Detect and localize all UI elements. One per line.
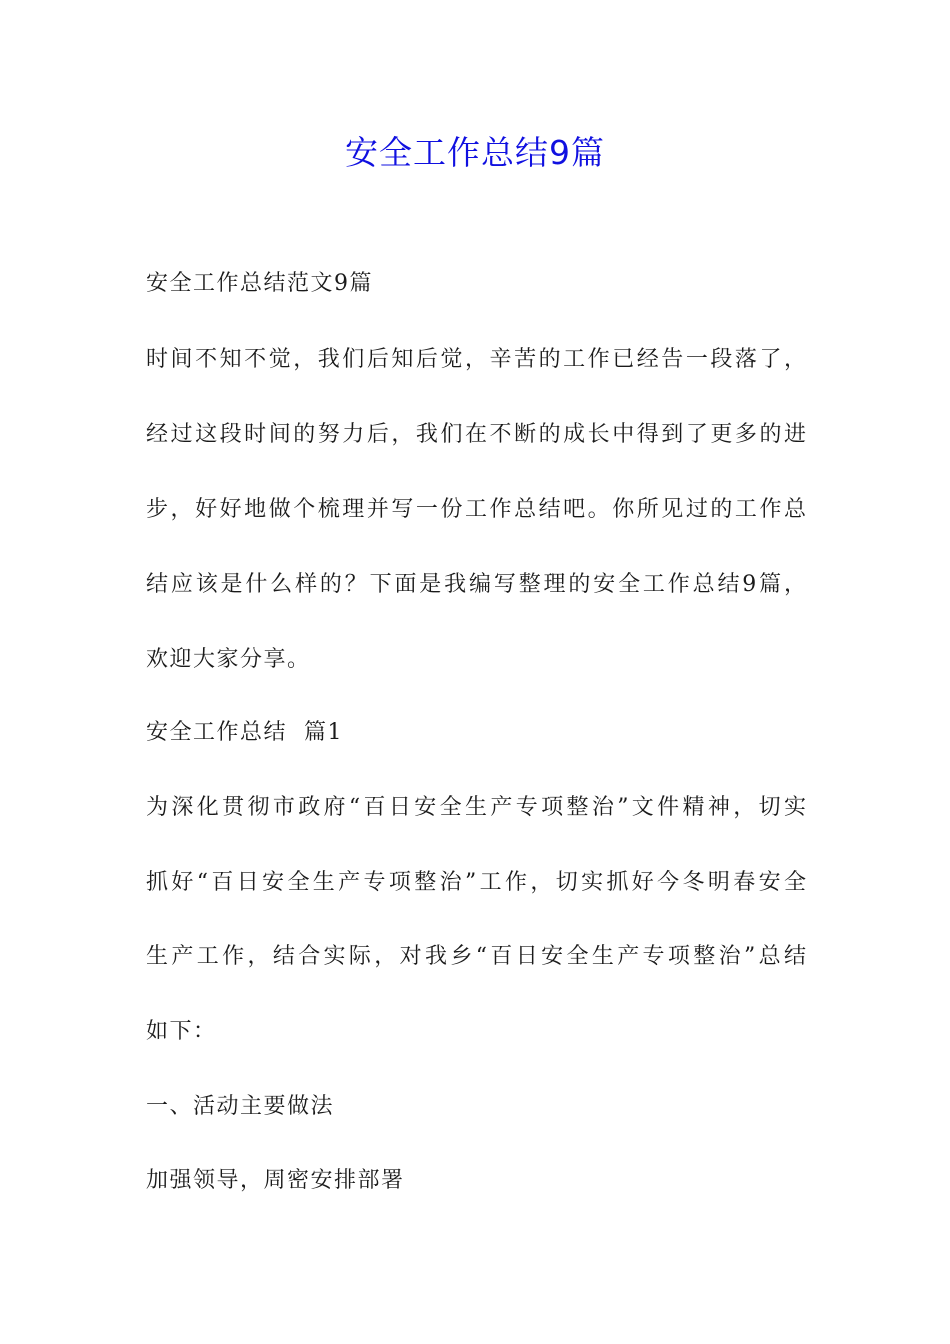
paragraph-line: 时间不知不觉，我们后知后觉，辛苦的工作已经告一段落了， <box>146 347 806 372</box>
paragraph-line: 生产工作，结合实际，对我乡“百日安全生产专项整治”总结 <box>146 944 806 969</box>
paragraph-line: 如下： <box>146 1019 217 1044</box>
paragraph-line: 经过这段时间的努力后，我们在不断的成长中得到了更多的进 <box>146 422 806 447</box>
paragraph-line: 欢迎大家分享。 <box>146 647 311 672</box>
paragraph-line: 为深化贯彻市政府“百日安全生产专项整治”文件精神，切实 <box>146 795 806 820</box>
paragraph-line: 结应该是什么样的？下面是我编写整理的安全工作总结9篇， <box>146 572 806 597</box>
document-title: 安全工作总结9篇 <box>345 133 605 172</box>
subtitle-line: 安全工作总结范文9篇 <box>146 271 373 296</box>
paragraph-line: 抓好“百日安全生产专项整治”工作，切实抓好今冬明春安全 <box>146 870 806 895</box>
section-heading: 安全工作总结 篇1 <box>146 720 343 745</box>
paragraph-line: 步，好好地做个梳理并写一份工作总结吧。你所见过的工作总 <box>146 497 806 522</box>
paragraph-line: 加强领导，周密安排部署 <box>146 1168 405 1193</box>
section-subheading: 一、活动主要做法 <box>146 1094 335 1119</box>
